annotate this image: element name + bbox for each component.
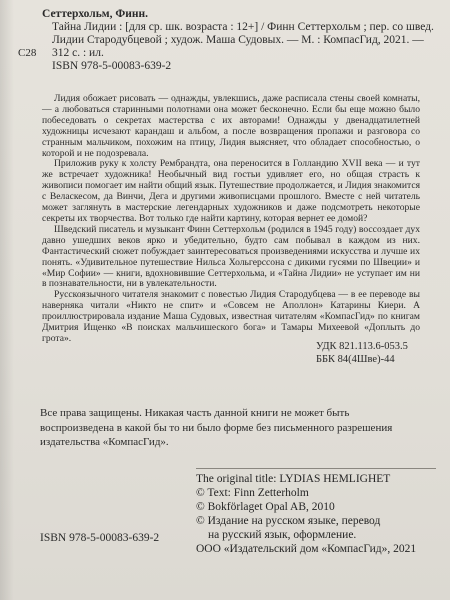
catalog-title-line: Тайна Лидии : [для ср. шк. возраста : 12+] / Финн Сеттерхольм ; пер. со швед.	[52, 21, 434, 33]
catalog-subline	[52, 34, 442, 73]
catalog-pages: 312 с. : ил.	[52, 47, 104, 59]
isbn-bottom: ISBN 978-5-00083-639-2	[40, 532, 160, 544]
divider	[196, 468, 436, 469]
abstract-paragraph: Русскоязычного читателя знакомит с повестью Лидия Стародубцева — в ее переводе вы наверняка читали «Никто не спит» и «Совсем не Аполлон» Катарины Киери. А проиллюстрировала издание Маша Судовых, известная читателям «КомпасГид» по книгам Дмитрия Ищенко «В поисках мальчишеского бога» и Тамары Михеевой «Доплыть до грота».	[42, 289, 420, 344]
page-shadow	[0, 0, 14, 600]
abstract-paragraph: Шведский писатель и музыкант Финн Сеттерхольм (родился в 1945 году) воссоздает дух давно ушедших веков ярко и убедительно, будто сам побывал в каждом из них. Фантастический сюжет побуждает заинтересоваться произведениями искусства и лучше их понять. «Удивительное путешествие Нильса Хольгерссона с дикими гусями по Швеции» и «Мир Софии» — книги, вдохновившие Сеттерхольма, и «Тайна Лидии» не уступает им ни в познавательности, ни в увлекательности.	[42, 223, 420, 290]
catalog-translator-line: Лидии Стародубцевой ; худож. Маша Судовых. — М. : КомпасГид, 2021. —	[52, 34, 424, 46]
original-copyright	[196, 468, 446, 556]
publisher-copyright: © Bokförlaget Opal AB, 2010	[196, 501, 335, 513]
text-copyright: © Text: Finn Zetterholm	[196, 487, 309, 499]
edition-copyright-2: на русский язык, оформление.	[208, 529, 357, 541]
catalog-author: Сеттерхольм, Финн.	[42, 8, 149, 20]
edition-copyright-1: © Издание на русском языке, перевод	[196, 515, 381, 527]
rights-notice: Все права защищены. Никакая часть данной книги не может быть воспроизведена в какой бы то ни было форме без письменного разрешения издательства «КомпасГид».	[40, 407, 393, 448]
catalog-heading	[42, 8, 442, 34]
udk-code: УДК 821.113.6-053.5	[316, 341, 408, 352]
abstract-paragraph: Лидия обожает рисовать — однажды, увлекшись, даже расписала стены своей комнаты, — а любоваться старинными полотнами она может бесконечно. Если бы еще можно было побеседовать о секретах мастерства с их авторами! Однажды у двенадцатилетней художницы исчезают карандаш и альбом, а после возвращения пропажи и разговора со странным мальчиком, похожим на птицу, Лидия выясняет, что обладает способностью, о которой и не подозревала.	[42, 93, 420, 159]
abstract-paragraph: Приложив руку к холсту Рембрандта, она переносится в Голландию XVII века — и тут же встречает художника! Необычный вид гостьи удивляет его, но общая страсть к живописи помогает им найти общий язык. Путешествие продолжается, и Лидия знакомится с Веласкесом, да Винчи, Дега и другими живописцами прошлого. Вместе с ней читатель может заглянуть в мастерские легендарных художников и даже подсмотреть некоторые секреты их творчества. Вот только где найти картину, которая вернет ее домой?	[42, 158, 420, 224]
abstract-text	[42, 94, 420, 345]
classification-codes	[316, 340, 408, 366]
bbk-code: ББК 84(4Шве)-44	[316, 354, 395, 365]
catalog-isbn: ISBN 978-5-00083-639-2	[52, 60, 172, 72]
original-title: The original title: LYDIAS HEMLIGHET	[196, 473, 391, 485]
catalog-code: С28	[18, 47, 37, 59]
edition-copyright-3: ООО «Издательский дом «КомпасГид», 2021	[196, 543, 417, 555]
